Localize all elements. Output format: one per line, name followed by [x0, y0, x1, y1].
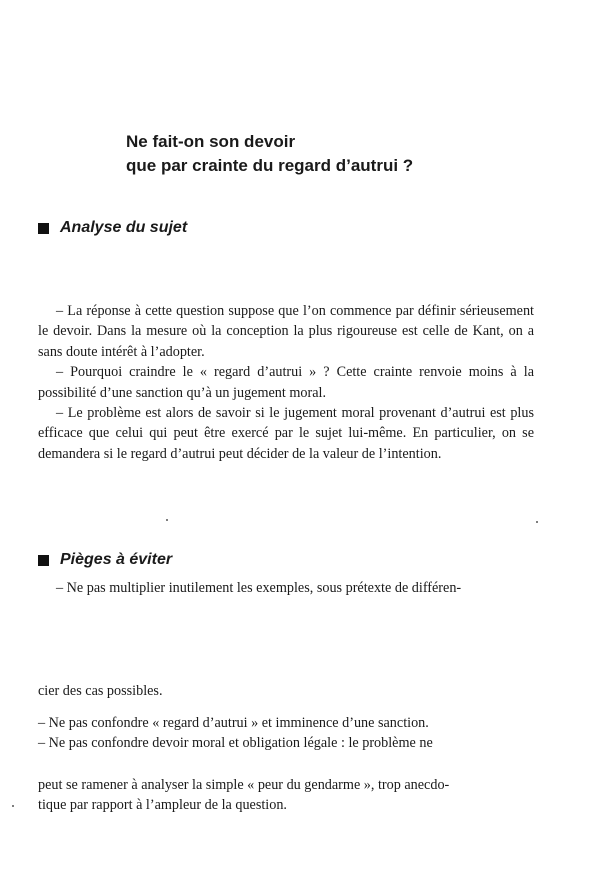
- speck-mark: [12, 805, 14, 807]
- pieges-line-4: – Ne pas confondre devoir moral et obligation légale : le problème ne: [38, 735, 433, 751]
- analyse-paragraph-3: – Le problème est alors de savoir si le jugement moral provenant d’autrui est plus efficace que celui qui peut être exercé par le sujet lui-même. En particulier, on se demandera si le regard d’autrui peut décider de la valeur de l’intention.: [38, 405, 534, 462]
- title-line-1: Ne fait-on son devoir: [126, 132, 296, 151]
- section-heading-pieges-text: Pièges à éviter: [60, 551, 173, 568]
- square-bullet-icon: [38, 555, 49, 566]
- section-heading-pieges: [38, 549, 172, 571]
- speck-mark: [536, 521, 538, 523]
- analyse-paragraph-1: – La réponse à cette question suppose que l’on commence par définir sérieusement le devoir. Dans la mesure où la conception la plus rigoureuse est celle de Kant, on a sans doute intérêt à l’adopter.: [38, 303, 534, 360]
- speck-mark: [166, 519, 168, 521]
- analyse-paragraph-2: – Pourquoi craindre le « regard d’autrui » ? Cette crainte renvoie moins à la possibilité d’une sanction qu’à un jugement moral.: [38, 364, 534, 401]
- square-bullet-icon: [38, 223, 49, 234]
- page-title: [126, 130, 546, 178]
- analyse-body: [38, 301, 534, 464]
- pieges-line-1: – Ne pas multiplier inutilement les exemples, sous prétexte de différen-: [56, 580, 462, 596]
- section-heading-analyse-text: Analyse du sujet: [60, 219, 188, 236]
- section-heading-analyse: [38, 217, 187, 239]
- pieges-line-6: tique par rapport à l’ampleur de la question.: [38, 797, 287, 813]
- pieges-line-5: peut se ramener à analyser la simple « peur du gendarme », trop anecdo-: [38, 777, 450, 793]
- title-line-2: que par crainte du regard d’autrui ?: [126, 156, 414, 175]
- pieges-line-2: cier des cas possibles.: [38, 683, 163, 699]
- pieges-line-3: – Ne pas confondre « regard d’autrui » et imminence d’une sanction.: [38, 715, 429, 731]
